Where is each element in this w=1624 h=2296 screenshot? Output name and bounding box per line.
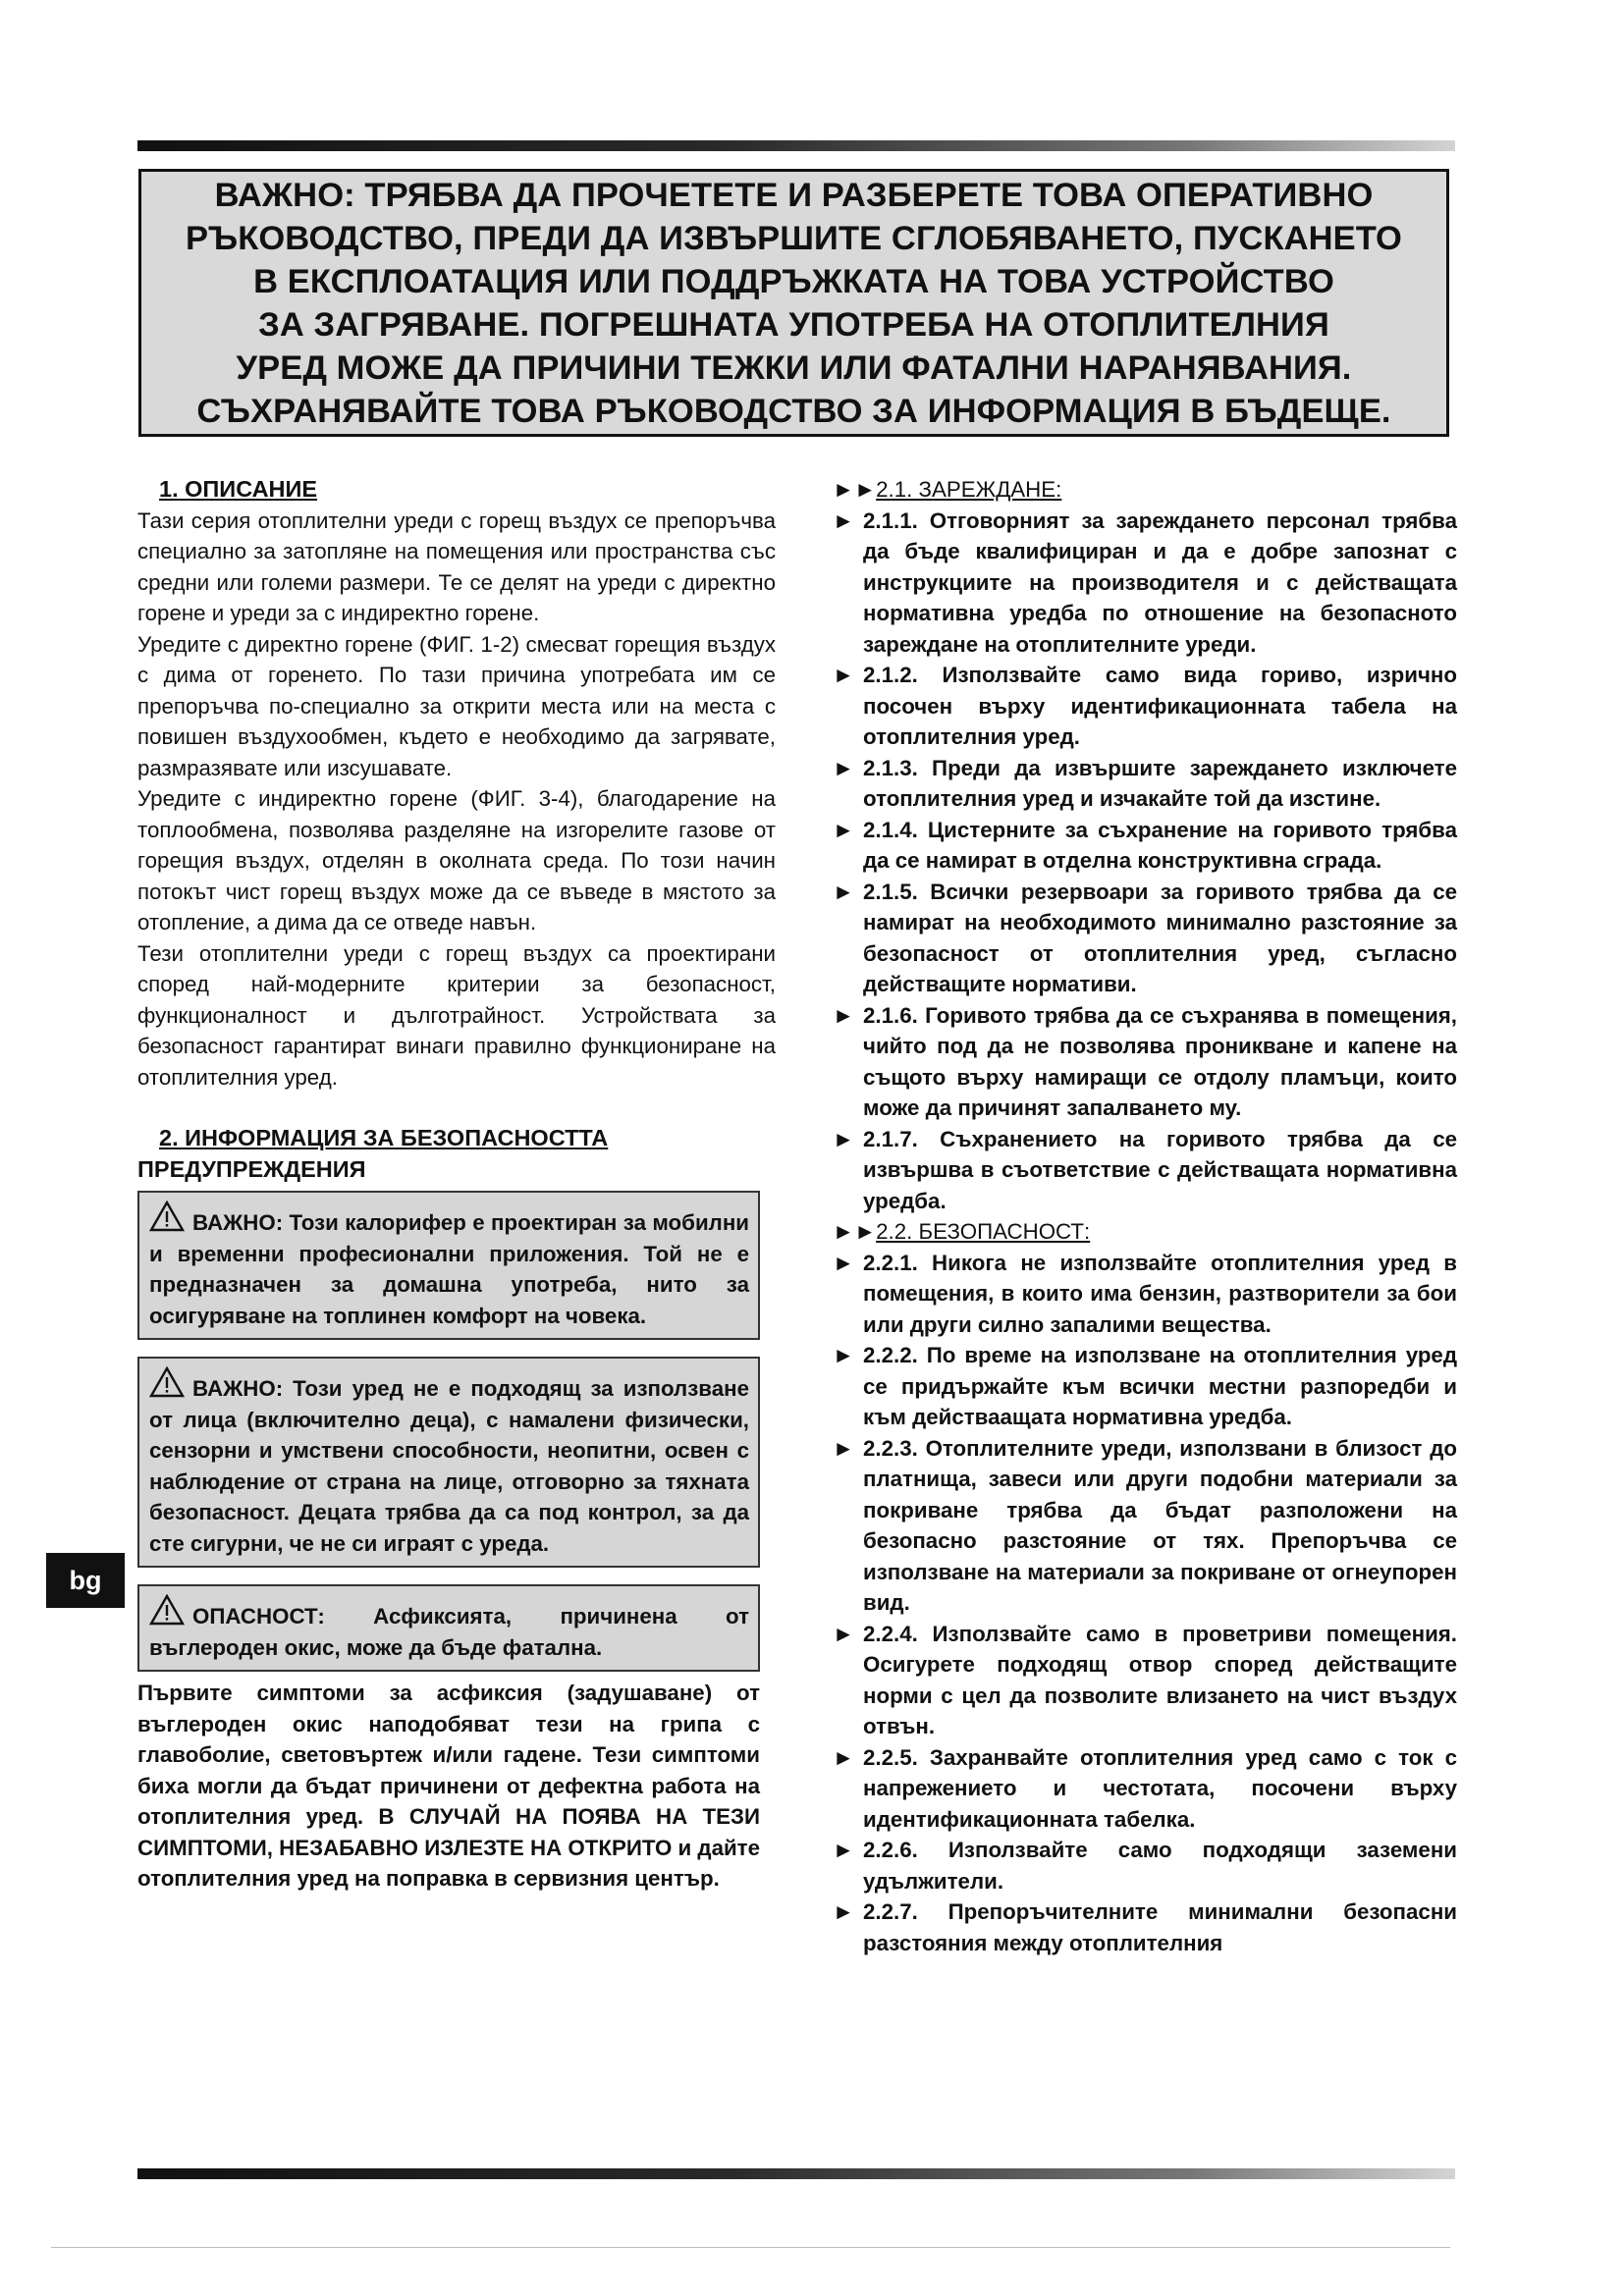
- arrow-icon: ►: [833, 1126, 855, 1151]
- top-rule: [137, 140, 1455, 151]
- arrow-icon: ►: [833, 1621, 855, 1646]
- notice-box: [137, 1191, 760, 1340]
- arrow-icon: ►: [833, 755, 855, 780]
- warnings-subtitle: ПРЕДУПРЕЖДЕНИЯ: [137, 1155, 366, 1182]
- warning-line: РЪКОВОДСТВО, ПРЕДИ ДА ИЗВЪРШИТЕ СГЛОБЯВАНЕТО, ПУСКАНЕТО: [186, 219, 1402, 257]
- arrow-icon: ►: [833, 817, 855, 842]
- description-paragraph: Тази серия отоплителни уреди с горещ въздух се препоръчва специално за затопляне на помещения или пространства със средни или големи размери. Те се делят на уреди с директно горене и уреди за с индиректно горене.: [137, 507, 776, 625]
- warning-line: СЪХРАНЯВАЙТЕ ТОВА РЪКОВОДСТВО ЗА ИНФОРМАЦИЯ В БЪДЕЩЕ.: [196, 392, 1391, 430]
- list-item: [833, 1619, 1457, 1742]
- arrow-icon: ►: [833, 507, 855, 533]
- list-item: [833, 1896, 1457, 1958]
- description-paragraph: Уредите с индиректно горене (ФИГ. 3-4), благодарение на топлообмена, позволява разделяне на изгорелите газове от горещия въздух, отделян в околната среда. По този начин потокът чист горещ въздух може да се въведе в мястото за отопление, а дима да се отведе навън.: [137, 786, 776, 934]
- arrow-icon: ►: [833, 1343, 855, 1367]
- arrow-icon: ►: [833, 663, 855, 687]
- section-1-title: 1. ОПИСАНИЕ: [159, 476, 318, 502]
- double-arrow-icon: ►►: [833, 477, 877, 502]
- item-text: 2.1.7. Съхранението на горивото трябва да се извършва в съответствие с действащата нормативна уредба.: [863, 1126, 1457, 1213]
- section-2-2-heading: [833, 1216, 1457, 1248]
- list-item: [833, 877, 1457, 1000]
- section-2-1-heading: [833, 474, 1457, 506]
- item-text: 2.1.6. Горивото трябва да се съхранява в помещения, чийто под да не позволява проникване и капене на същото върху намиращи се отдолу пламъци, които може да причинят запалването му.: [863, 1002, 1457, 1120]
- notice-text: ВАЖНО: Този уред не е подходящ за използване от лица (включително деца), с намалени физически, сензорни и умствени способности, неопитни, освен с наблюдение от страна на лице, отговорно за тяхната безопасност. Децата трябва да са под контрол, за да сте сигурни, че не си играят с уреда.: [149, 1376, 749, 1556]
- description-paragraph: Тези отоплителни уреди с горещ въздух са проектирани според най-модерните критерии за безопасност, функционалност и дълготрайност. Устройствата за безопасност гарантират винаги правилно функциониране на отоплителния уред.: [137, 940, 776, 1090]
- notice-text: ОПАСНОСТ: Асфиксията, причинена от въглероден окис, може да бъде фатална.: [149, 1604, 749, 1660]
- item-text: 2.1.3. Преди да извършите зареждането изключете отоплителния уред и изчакайте той да изстине.: [863, 755, 1457, 811]
- warning-triangle-icon: [149, 1594, 185, 1626]
- important-warning-box: [138, 169, 1449, 437]
- arrow-icon: ►: [833, 1744, 855, 1770]
- item-text: 2.2.4. Използвайте само в проветриви помещения. Осигурете подходящ отвор според действащите норми с цел да позволите влизането на чист въздух отвън.: [863, 1621, 1457, 1738]
- notice-text: ВАЖНО: Този калорифер е проектиран за мобилни и временни професионални приложения. Той не е предназначен за домашна употреба, нито за осигуряване на топлинен комфорт на човека.: [149, 1210, 749, 1328]
- list-item: [833, 1742, 1457, 1836]
- item-text: 2.1.2. Използвайте само вида гориво, изрично посочен върху идентификационната табела на отоплителния уред.: [863, 663, 1457, 749]
- right-column: [833, 474, 1457, 1958]
- list-item: [833, 1433, 1457, 1619]
- section-2-title: 2. ИНФОРМАЦИЯ ЗА БЕЗОПАСНОСТТА: [159, 1125, 609, 1150]
- arrow-icon: ►: [833, 1250, 855, 1275]
- left-column: [137, 474, 776, 1895]
- warning-line: УРЕД МОЖЕ ДА ПРИЧИНИ ТЕЖКИ ИЛИ ФАТАЛНИ НАРАНЯВАНИЯ.: [236, 348, 1352, 387]
- item-text: 2.1.1. Отговорният за зареждането персонал трябва да бъде квалифициран и да е добре запознат с инструкциите на производителя и с действащата нормативна уредба по отношение на безопасното зареждане на отоплителните уреди.: [863, 507, 1457, 657]
- double-arrow-icon: ►►: [833, 1219, 877, 1244]
- list-item: [833, 815, 1457, 877]
- description-paragraph: Уредите с директно горене (ФИГ. 1-2) смесват горещия въздух с дима от горенето. По тази причина употребата им се препоръчва по-специално за открити места или на места с повишен въздухообмен, където е необходимо да загрявате, размразявате или изсушавате.: [137, 631, 776, 780]
- list-item: [833, 1000, 1457, 1124]
- list-item: [833, 660, 1457, 753]
- symptoms-paragraph: Първите симптоми за асфиксия (задушаване) от въглероден окис наподобяват тези на грипа с главоболие, световъртеж и/или гадене. Тези симптоми биха могли да бъдат причинени от дефектна работа на отоплителния уред. В СЛУЧАЙ НА ПОЯВА НА ТЕЗИ СИМПТОМИ, НЕЗАБАВНО ИЗЛЕЗТЕ НА ОТКРИТО и дайте отоплителния уред на поправка в сервизния център.: [137, 1681, 760, 1891]
- arrow-icon: ►: [833, 1002, 855, 1028]
- item-text: 2.2.3. Отоплителните уреди, използвани в близост до платнища, завеси или други подобни материали за покриване трябва да бъдат разположени на безопасно разстояние от тях. Препоръчва се използване на материали за покриване от огнеупорен вид.: [863, 1435, 1457, 1615]
- item-text: 2.1.4. Цистерните за съхранение на горивото трябва да се намират в отделна конструктивна сграда.: [863, 817, 1457, 873]
- list-item: [833, 1124, 1457, 1217]
- arrow-icon: ►: [833, 1899, 855, 1924]
- list-item: [833, 753, 1457, 815]
- arrow-icon: ►: [833, 879, 855, 904]
- bottom-rule: [137, 2168, 1455, 2179]
- notice-box: [137, 1357, 760, 1568]
- warning-triangle-icon: [149, 1201, 185, 1232]
- list-item: [833, 1835, 1457, 1896]
- footer-line: [51, 2247, 1450, 2248]
- item-text: 2.1.5. Всички резервоари за горивото трябва да се намират на необходимото минимално разстояние за безопасност от отоплителния уред, съгласно действащите нормативи.: [863, 879, 1457, 996]
- arrow-icon: ►: [833, 1838, 855, 1862]
- item-text: 2.2.5. Захранвайте отоплителния уред само с ток с напрежението и честотата, посочени върху идентификационната табелка.: [863, 1744, 1457, 1832]
- list-item: [833, 1340, 1457, 1433]
- language-tab: bg: [46, 1553, 125, 1608]
- notice-box: [137, 1584, 760, 1672]
- item-text: 2.2.2. По време на използване на отоплителния уред се придържайте към всички местни разпоредби и към действаащата нормативна уредба.: [863, 1343, 1457, 1429]
- section-2-2-title: 2.2. БЕЗОПАСНОСТ:: [876, 1219, 1091, 1244]
- warning-line: В ЕКСПЛОАТАЦИЯ ИЛИ ПОДДРЪЖКАТА НА ТОВА УСТРОЙСТВО: [253, 262, 1334, 300]
- item-text: 2.2.6. Използвайте само подходящи заземени удължители.: [863, 1838, 1457, 1894]
- item-text: 2.2.7. Препоръчителните минимални безопасни разстояния между отоплителния: [863, 1899, 1457, 1955]
- warning-line: ВАЖНО: ТРЯБВА ДА ПРОЧЕТЕТЕ И РАЗБЕРЕТЕ ТОВА ОПЕРАТИВНО: [214, 176, 1374, 214]
- item-text: 2.2.1. Никога не използвайте отоплителния уред в помещения, в които има бензин, разтворители за бои или други силно запалими вещества.: [863, 1250, 1457, 1337]
- arrow-icon: ►: [833, 1435, 855, 1461]
- list-item: [833, 1248, 1457, 1341]
- warning-triangle-icon: [149, 1366, 185, 1398]
- list-item: [833, 506, 1457, 661]
- section-2-1-title: 2.1. ЗАРЕЖДАНЕ:: [876, 477, 1062, 502]
- warning-line: ЗА ЗАГРЯВАНЕ. ПОГРЕШНАТА УПОТРЕБА НА ОТОПЛИТЕЛНИЯ: [258, 305, 1329, 344]
